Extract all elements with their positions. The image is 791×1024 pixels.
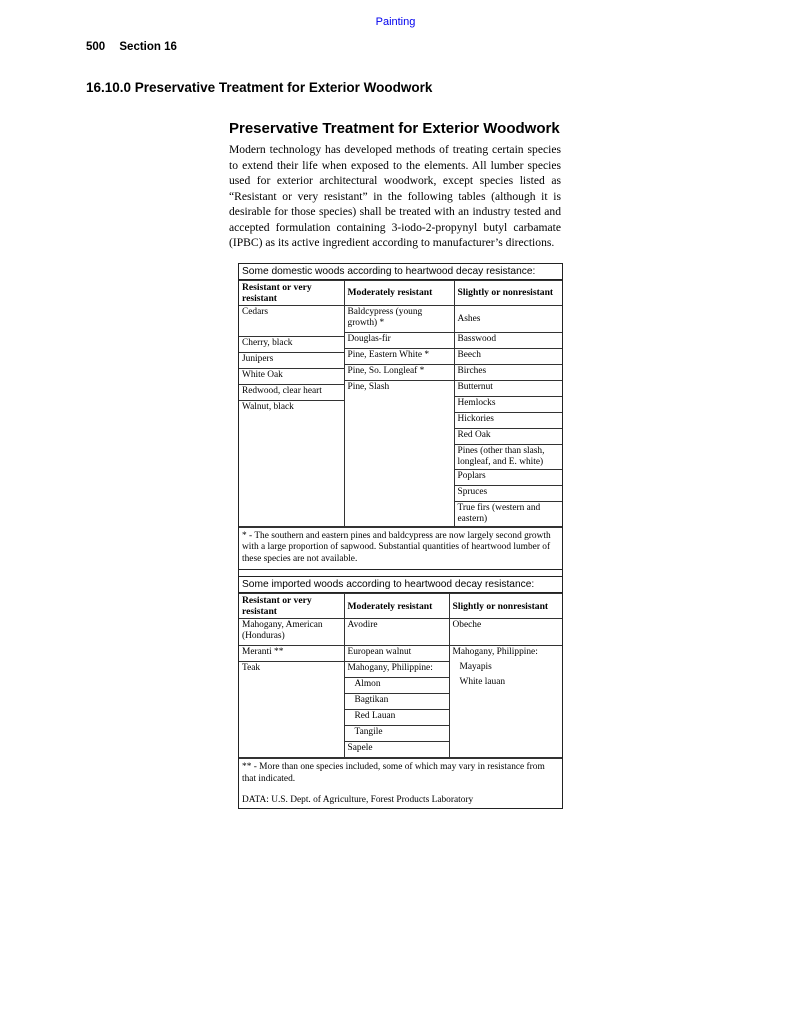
column-header-resistant: Resistant or very resistant bbox=[239, 594, 344, 619]
scanned-document bbox=[229, 120, 561, 809]
intro-paragraph: Modern technology has developed methods of treating certain species to extend their life when exposed to the elements. All lumber species used for exterior architectural woodwork, except species listed as “Resistant or very resistant” in the following tables (although it is desirable for those species) shall be treated with an industry tested and accepted formulation containing 3-iodo-2-propynyl butyl carbamate (IPBC) as its active ingredient according to manufacturer’s directions. bbox=[229, 143, 561, 249]
list-item: True firs (western and eastern) bbox=[457, 502, 541, 524]
list-item: Baldcypress (young growth) * bbox=[345, 306, 454, 333]
list-item: Pine, Slash bbox=[347, 381, 390, 392]
list-item: Tangile bbox=[345, 726, 449, 742]
list-item: Mayapis bbox=[459, 662, 492, 672]
list-item: Poplars bbox=[455, 470, 563, 486]
list-item: White lauan bbox=[459, 677, 506, 687]
imported-moderate-column bbox=[344, 619, 449, 758]
list-item: Red Lauan bbox=[345, 710, 449, 726]
list-item: Mahogany, Philippine: bbox=[345, 662, 449, 678]
imported-table bbox=[239, 593, 562, 758]
list-item: Birches bbox=[455, 365, 563, 381]
column-header-slight: Slightly or nonresistant bbox=[454, 280, 562, 305]
column-header-moderate: Moderately resistant bbox=[344, 280, 454, 305]
list-item: Obeche bbox=[450, 619, 563, 646]
decay-resistance-tables bbox=[238, 263, 563, 810]
list-item: Ashes bbox=[455, 306, 563, 333]
list-item: White Oak bbox=[239, 369, 344, 385]
painting-link[interactable]: Painting bbox=[375, 16, 416, 28]
domestic-footnote: * - The southern and eastern pines and baldcypress are now largely second growth with a large proportion of sapwood. Substantial quantities of heartwood lumber of these species are not available. bbox=[239, 527, 562, 570]
list-item: Junipers bbox=[239, 353, 344, 369]
list-item: Teak bbox=[242, 663, 261, 673]
column-header-resistant: Resistant or very resistant bbox=[239, 280, 344, 305]
list-item: Walnut, black bbox=[242, 401, 294, 412]
list-item: Cherry, black bbox=[239, 337, 344, 353]
imported-caption: Some imported woods according to heartwood decay resistance: bbox=[239, 576, 562, 593]
data-source: DATA: U.S. Dept. of Agriculture, Forest Products Laboratory bbox=[242, 795, 474, 805]
page-header bbox=[86, 41, 177, 53]
list-item: Hemlocks bbox=[455, 397, 563, 413]
list-item: Red Oak bbox=[455, 429, 563, 445]
list-item: European walnut bbox=[345, 646, 449, 662]
column-header-slight: Slightly or nonresistant bbox=[449, 594, 562, 619]
imported-slight-column bbox=[449, 619, 562, 758]
domestic-slight-column bbox=[454, 305, 562, 526]
section-title: 16.10.0 Preservative Treatment for Exterior Woodwork bbox=[86, 80, 433, 95]
list-item: Pines (other than slash, longleaf, and E. white) bbox=[455, 445, 563, 470]
domestic-table bbox=[239, 280, 562, 527]
list-item: Spruces bbox=[455, 486, 563, 502]
domestic-resistant-column bbox=[239, 305, 344, 526]
list-item: Mahogany, American (Honduras) bbox=[239, 619, 344, 646]
list-item: Hickories bbox=[455, 413, 563, 429]
list-item: Pine, Eastern White * bbox=[345, 349, 454, 365]
list-item: Sapele bbox=[347, 743, 373, 753]
page-number: 500 bbox=[86, 41, 106, 53]
list-item: Basswood bbox=[455, 333, 563, 349]
list-item: Beech bbox=[455, 349, 563, 365]
domestic-caption: Some domestic woods according to heartwood decay resistance: bbox=[239, 264, 562, 280]
imported-resistant-column bbox=[239, 619, 344, 758]
column-header-moderate: Moderately resistant bbox=[344, 594, 449, 619]
imported-footnote: ** - More than one species included, some of which may vary in resistance from that indicated. bbox=[239, 758, 562, 789]
list-item: Butternut bbox=[455, 381, 563, 397]
list-item: Cedars bbox=[239, 306, 344, 337]
table-divider bbox=[239, 569, 562, 576]
list-item: Almon bbox=[345, 678, 449, 694]
domestic-moderate-column bbox=[344, 305, 454, 526]
list-item: Douglas-fir bbox=[345, 333, 454, 349]
list-item: Meranti ** bbox=[239, 646, 344, 662]
document-title: Preservative Treatment for Exterior Woodwork bbox=[229, 120, 560, 137]
section-label: Section 16 bbox=[119, 41, 177, 53]
list-item: Mahogany, Philippine: bbox=[452, 647, 538, 657]
list-item: Redwood, clear heart bbox=[239, 385, 344, 401]
list-item: Pine, So. Longleaf * bbox=[345, 365, 454, 381]
list-item: Bagtikan bbox=[345, 694, 449, 710]
list-item: Avodire bbox=[345, 619, 449, 646]
